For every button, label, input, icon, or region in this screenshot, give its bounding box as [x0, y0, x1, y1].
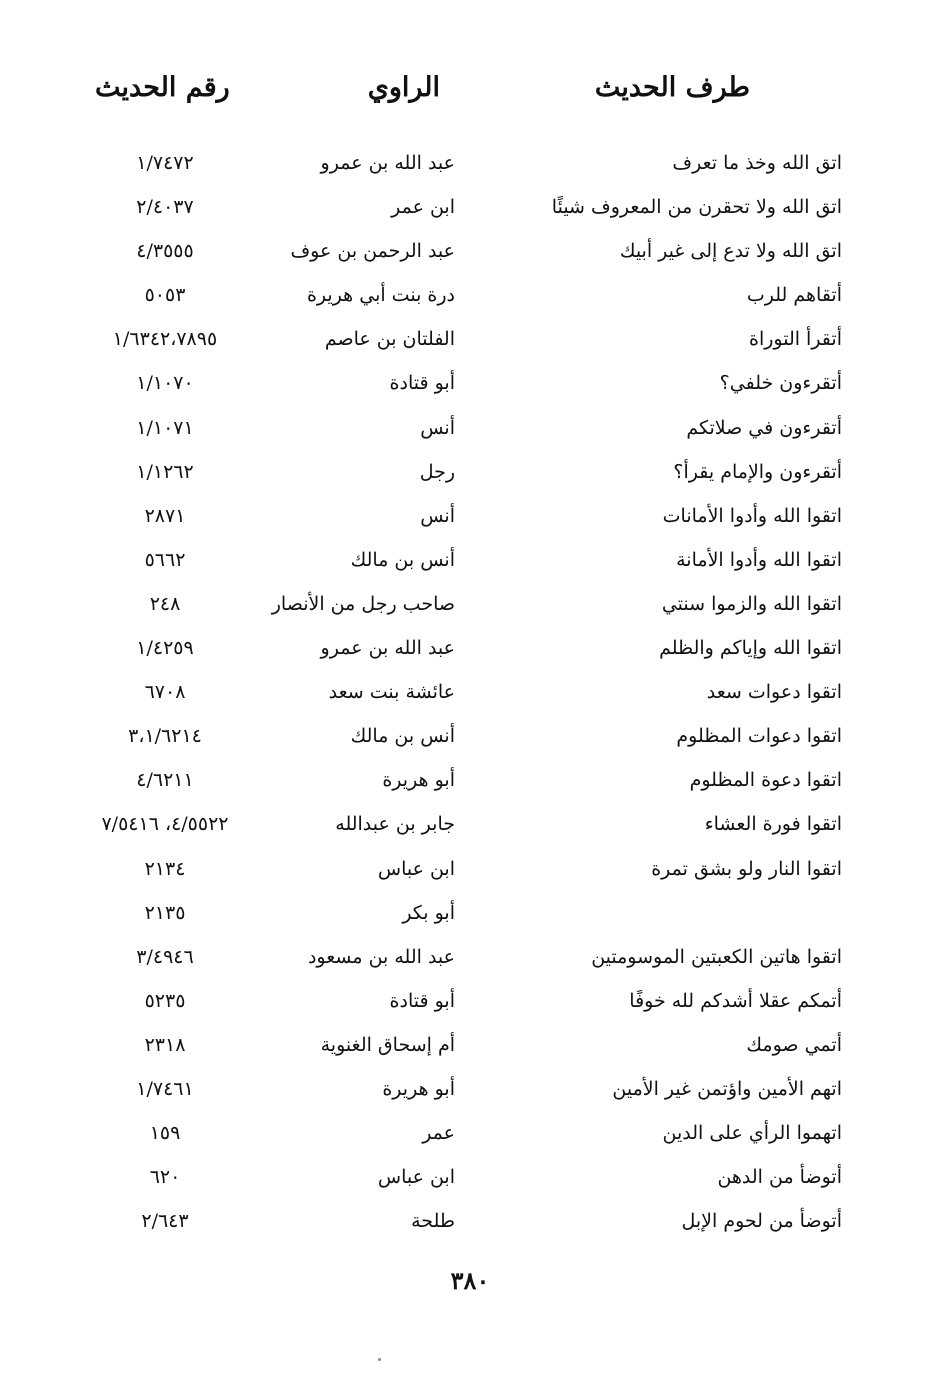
number-cell: ٦٢٠: [149, 1166, 181, 1189]
hadith-cell: أتقاهم للرب: [746, 284, 842, 307]
narrator-cell: أبو هريرة: [382, 769, 455, 792]
header-narrator: الراوي: [367, 72, 440, 103]
table-row: [0, 497, 940, 541]
hadith-cell: أتوضأ من لحوم الإبل: [681, 1210, 842, 1233]
number-cell: ١/١٠٧١: [136, 416, 194, 439]
narrator-cell: ابن عمر: [391, 196, 455, 219]
hadith-cell: اتقوا الله وإياكم والظلم: [659, 637, 842, 660]
narrator-cell: أنس بن مالك: [350, 548, 455, 571]
hadith-cell: اتق الله وخذ ما تعرف: [672, 152, 842, 174]
number-cell: ٥٦٦٢: [144, 548, 186, 571]
hadith-cell: اتقوا دعوات سعد: [706, 681, 842, 704]
narrator-cell: أنس: [420, 504, 455, 527]
number-cell: ٣،١/٦٢١٤: [128, 725, 202, 748]
number-cell: ١/٤٢٥٩: [136, 637, 194, 660]
hadith-cell: أتمكم عقلا أشدكم لله خوفًا: [629, 989, 842, 1012]
table-row: [0, 320, 940, 364]
narrator-cell: ابن عباس: [377, 1166, 455, 1189]
narrator-cell: أنس: [420, 416, 455, 439]
number-cell: ٦٧٠٨: [144, 681, 186, 704]
number-cell: ١٥٩: [149, 1122, 181, 1145]
hadith-cell: اتقوا دعوات المظلوم: [676, 725, 842, 748]
table-row: [0, 276, 940, 320]
page-number: ٣٨٠: [450, 1266, 490, 1295]
table-row: [0, 364, 940, 408]
number-cell: ٢١٣٤: [144, 857, 186, 880]
table-row: [0, 1070, 940, 1114]
table-row: [0, 232, 940, 276]
hadith-cell: أتوضأ من الدهن: [717, 1166, 842, 1189]
hadith-cell: اتقوا هاتين الكعبتين الموسومتين: [591, 945, 842, 968]
table-row: [0, 585, 940, 629]
narrator-cell: عبد الله بن عمرو: [320, 152, 455, 174]
hadith-cell: أتقرءون في صلاتكم: [686, 416, 842, 439]
hadith-cell: اتق الله ولا تحقرن من المعروف شيئًا: [551, 196, 842, 219]
hadith-cell: اتهم الأمين واؤتمن غير الأمين: [612, 1077, 842, 1100]
table-row: [0, 144, 940, 188]
narrator-cell: أبو قتادة: [389, 989, 455, 1012]
table-row: [0, 629, 940, 673]
number-cell: ٢٣١٨: [144, 1033, 186, 1056]
number-cell: ١/٧٤٦١: [136, 1077, 194, 1100]
index-table: [0, 144, 940, 1246]
number-cell: ٢/٦٤٣: [141, 1210, 189, 1233]
scan-mark: [378, 1358, 381, 1361]
narrator-cell: عمر: [422, 1122, 455, 1145]
hadith-cell: أتقرءون والإمام يقرأ؟: [673, 460, 842, 483]
number-cell: ٥٢٣٥: [144, 989, 186, 1012]
number-cell: ٤/٣٥٥٥: [136, 240, 194, 263]
narrator-cell: عائشة بنت سعد: [328, 681, 455, 704]
hadith-cell: اتقوا دعوة المظلوم: [689, 769, 842, 792]
narrator-cell: عبد الله بن عمرو: [320, 637, 455, 660]
hadith-cell: اتق الله ولا تدع إلى غير أبيك: [619, 240, 842, 263]
narrator-cell: جابر بن عبدالله: [335, 813, 455, 836]
table-row: [0, 453, 940, 497]
header-number: رقم الحديث: [95, 72, 230, 103]
table-row: [0, 1158, 940, 1202]
table-row: [0, 1026, 940, 1070]
narrator-cell: عبد الرحمن بن عوف: [290, 240, 455, 263]
narrator-cell: طلحة: [411, 1210, 455, 1233]
table-row: [0, 188, 940, 232]
number-cell: ١/١٠٧٠: [136, 372, 194, 395]
table-row: [0, 938, 940, 982]
narrator-cell: أبو هريرة: [382, 1077, 455, 1100]
table-row: [0, 1114, 940, 1158]
header-hadith: طرف الحديث: [594, 72, 750, 103]
narrator-cell: أنس بن مالك: [350, 725, 455, 748]
table-row: [0, 894, 940, 938]
hadith-cell: اتهموا الرأي على الدين: [662, 1122, 842, 1145]
hadith-cell: اتقوا الله وأدوا الأمانات: [662, 504, 842, 527]
number-cell: ٢١٣٥: [144, 901, 186, 924]
table-row: [0, 717, 940, 761]
number-cell: ٢/٤٠٣٧: [136, 196, 194, 219]
narrator-cell: رجل: [419, 460, 455, 483]
hadith-cell: اتقوا الله والزموا سنتي: [661, 592, 842, 615]
narrator-cell: صاحب رجل من الأنصار: [271, 592, 455, 615]
table-row: [0, 409, 940, 453]
number-cell: ٤/٦٢١١: [136, 769, 194, 792]
narrator-cell: ابن عباس: [377, 857, 455, 880]
number-cell: ٣/٤٩٤٦: [136, 945, 194, 968]
narrator-cell: أم إسحاق الغنوية: [320, 1033, 455, 1056]
number-cell: ١/١٢٦٢: [136, 460, 194, 483]
table-row: [0, 761, 940, 805]
number-cell: ٢٨٧١: [144, 504, 186, 527]
number-cell: ١/٧٤٧٢: [136, 152, 194, 174]
table-row: [0, 541, 940, 585]
table-row: [0, 673, 940, 717]
number-cell: ١/٦٣٤٢،٧٨٩٥: [112, 328, 218, 351]
number-cell: ٥٠٥٣: [144, 284, 186, 307]
number-cell: ٤/٥٥٢٢، ٧/٥٤١٦: [101, 813, 229, 836]
table-row: [0, 805, 940, 849]
narrator-cell: الفلتان بن عاصم: [324, 328, 455, 351]
hadith-cell: اتقوا النار ولو بشق تمرة: [651, 857, 842, 880]
narrator-cell: أبو بكر: [402, 901, 455, 924]
narrator-cell: عبد الله بن مسعود: [307, 945, 455, 968]
hadith-cell: أتقرءون خلفي؟: [719, 372, 842, 395]
number-cell: ٢٤٨: [149, 592, 181, 615]
hadith-cell: اتقوا الله وأدوا الأمانة: [676, 548, 842, 571]
narrator-cell: درة بنت أبي هريرة: [306, 284, 455, 307]
hadith-cell: أتمي صومك: [746, 1033, 842, 1056]
table-row: [0, 982, 940, 1026]
hadith-cell: أتقرأ التوراة: [748, 328, 842, 351]
hadith-cell: اتقوا فورة العشاء: [704, 813, 842, 836]
table-row: [0, 850, 940, 894]
table-row: [0, 1202, 940, 1246]
narrator-cell: أبو قتادة: [389, 372, 455, 395]
